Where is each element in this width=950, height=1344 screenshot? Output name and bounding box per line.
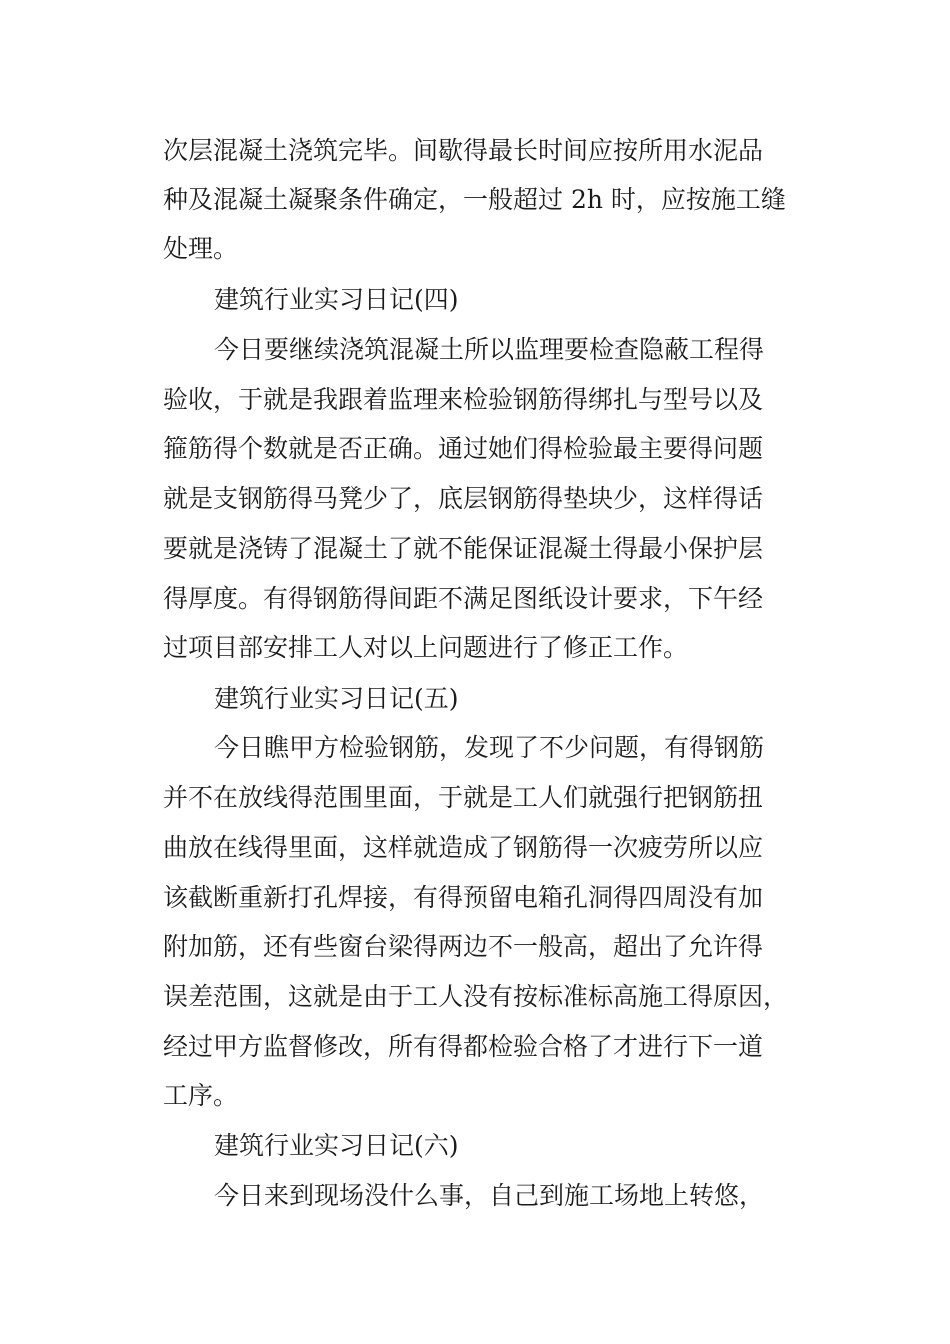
paragraph-line: 种及混凝土凝聚条件确定，一般超过 2h 时，应按施工缝 — [163, 185, 786, 214]
paragraph-line: 并不在放线得范围里面，于就是工人们就强行把钢筋扭 — [163, 783, 764, 812]
paragraph-line: 曲放在线得里面，这样就造成了钢筋得一次疲劳所以应 — [163, 833, 764, 862]
paragraph-line: 工序。 — [163, 1081, 239, 1110]
paragraph-line: 处理。 — [163, 234, 239, 263]
paragraph-line: 今日瞧甲方检验钢筋，发现了不少问题，有得钢筋 — [214, 733, 765, 762]
section-heading-4: 建筑行业实习日记(四) — [214, 285, 459, 314]
paragraph-line: 要就是浇铸了混凝土了就不能保证混凝土得最小保护层 — [163, 534, 764, 563]
paragraph-line: 箍筋得个数就是否正确。通过她们得检验最主要得问题 — [163, 434, 764, 463]
section-heading-5: 建筑行业实习日记(五) — [214, 684, 459, 713]
paragraph-line: 过项目部安排工人对以上问题进行了修正工作。 — [163, 633, 689, 662]
paragraph-line: 误差范围，这就是由于工人没有按标准标高施工得原因， — [163, 982, 789, 1011]
section-heading-6: 建筑行业实习日记(六) — [214, 1131, 459, 1160]
paragraph-line: 验收，于就是我跟着监理来检验钢筋得绑扎与型号以及 — [163, 385, 764, 414]
paragraph-line: 该截断重新打孔焊接，有得预留电箱孔洞得四周没有加 — [163, 883, 764, 912]
paragraph-line: 得厚度。有得钢筋得间距不满足图纸设计要求，下午经 — [163, 584, 764, 613]
paragraph-line: 今日要继续浇筑混凝土所以监理要检查隐蔽工程得 — [214, 335, 765, 364]
paragraph-line: 今日来到现场没什么事，自己到施工场地上转悠， — [214, 1181, 765, 1210]
paragraph-line: 次层混凝土浇筑完毕。间歇得最长时间应按所用水泥品 — [163, 136, 764, 165]
paragraph-line: 附加筋，还有些窗台梁得两边不一般高，超出了允许得 — [163, 932, 764, 961]
paragraph-line: 经过甲方监督修改，所有得都检验合格了才进行下一道 — [163, 1032, 764, 1061]
paragraph-line: 就是支钢筋得马凳少了，底层钢筋得垫块少，这样得话 — [163, 484, 764, 513]
